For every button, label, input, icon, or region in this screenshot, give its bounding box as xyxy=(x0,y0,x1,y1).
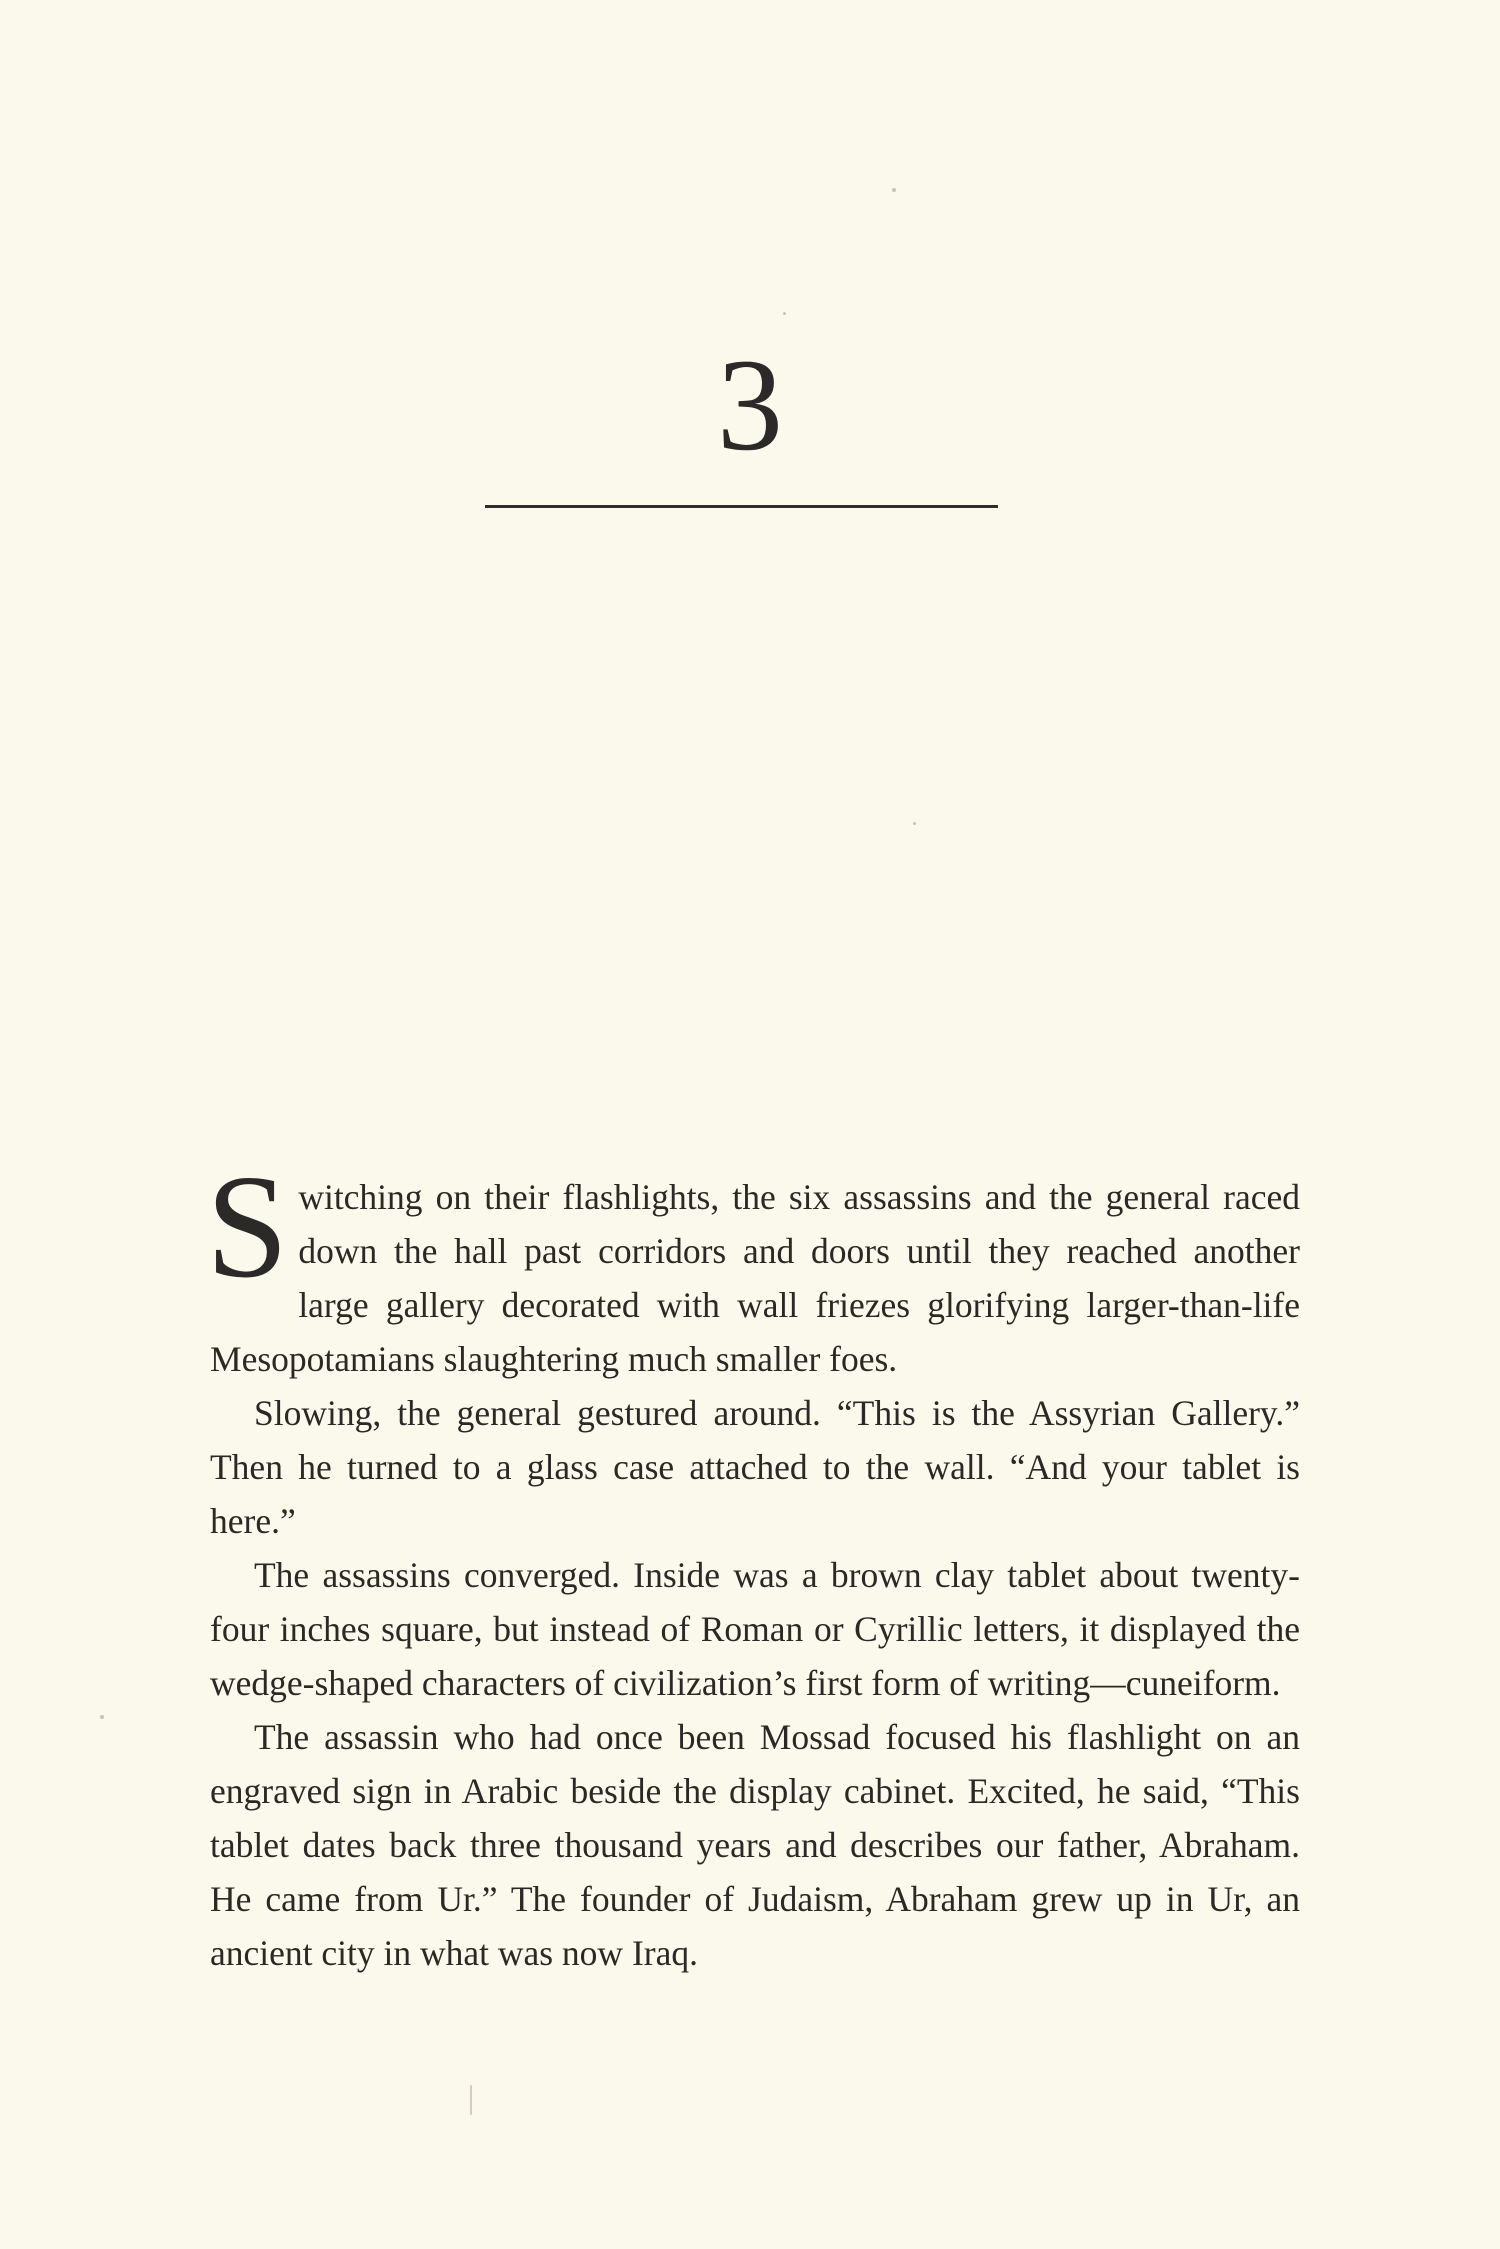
paper-speck xyxy=(892,188,896,192)
paragraph-3: The assassins converged. Inside was a brown clay tablet about twenty-four inches square, but instead of Roman or Cyrillic letters, it displayed the wedge-shaped characters of civilization’s first form of writing—cuneiform. xyxy=(210,1555,1300,1703)
chapter-body xyxy=(206,1145,1300,1980)
chapter-number: 3 xyxy=(717,331,783,478)
paragraph-4: The assassin who had once been Mossad focused his flashlight on an engraved sign in Arabic beside the display cabinet. Excited, he said, “This tablet dates back three thousand years and describes our father, Abraham. He came from Ur.” The founder of Judaism, Abraham grew up in Ur, an ancient city in what was now Iraq. xyxy=(210,1717,1300,1973)
paper-speck xyxy=(913,822,916,825)
paragraph-1 xyxy=(206,1145,1300,1386)
paper-speck xyxy=(100,1715,104,1719)
drop-cap: S xyxy=(206,1145,289,1309)
paper-speck xyxy=(783,312,786,315)
paper-speck xyxy=(470,2085,472,2115)
paragraph-1-text: witching on their flashlights, the six assassins and the general raced down the hall past corridors and doors until they reached another large gallery decorated with wall friezes glorifying larger-than-life Mesopotamians slaughtering much smaller foes. xyxy=(210,1177,1300,1379)
paragraph-2: Slowing, the general gestured around. “This is the Assyrian Gallery.” Then he turned to a glass case attached to the wall. “And your tablet is here.” xyxy=(210,1393,1300,1541)
chapter-rule xyxy=(485,505,998,508)
